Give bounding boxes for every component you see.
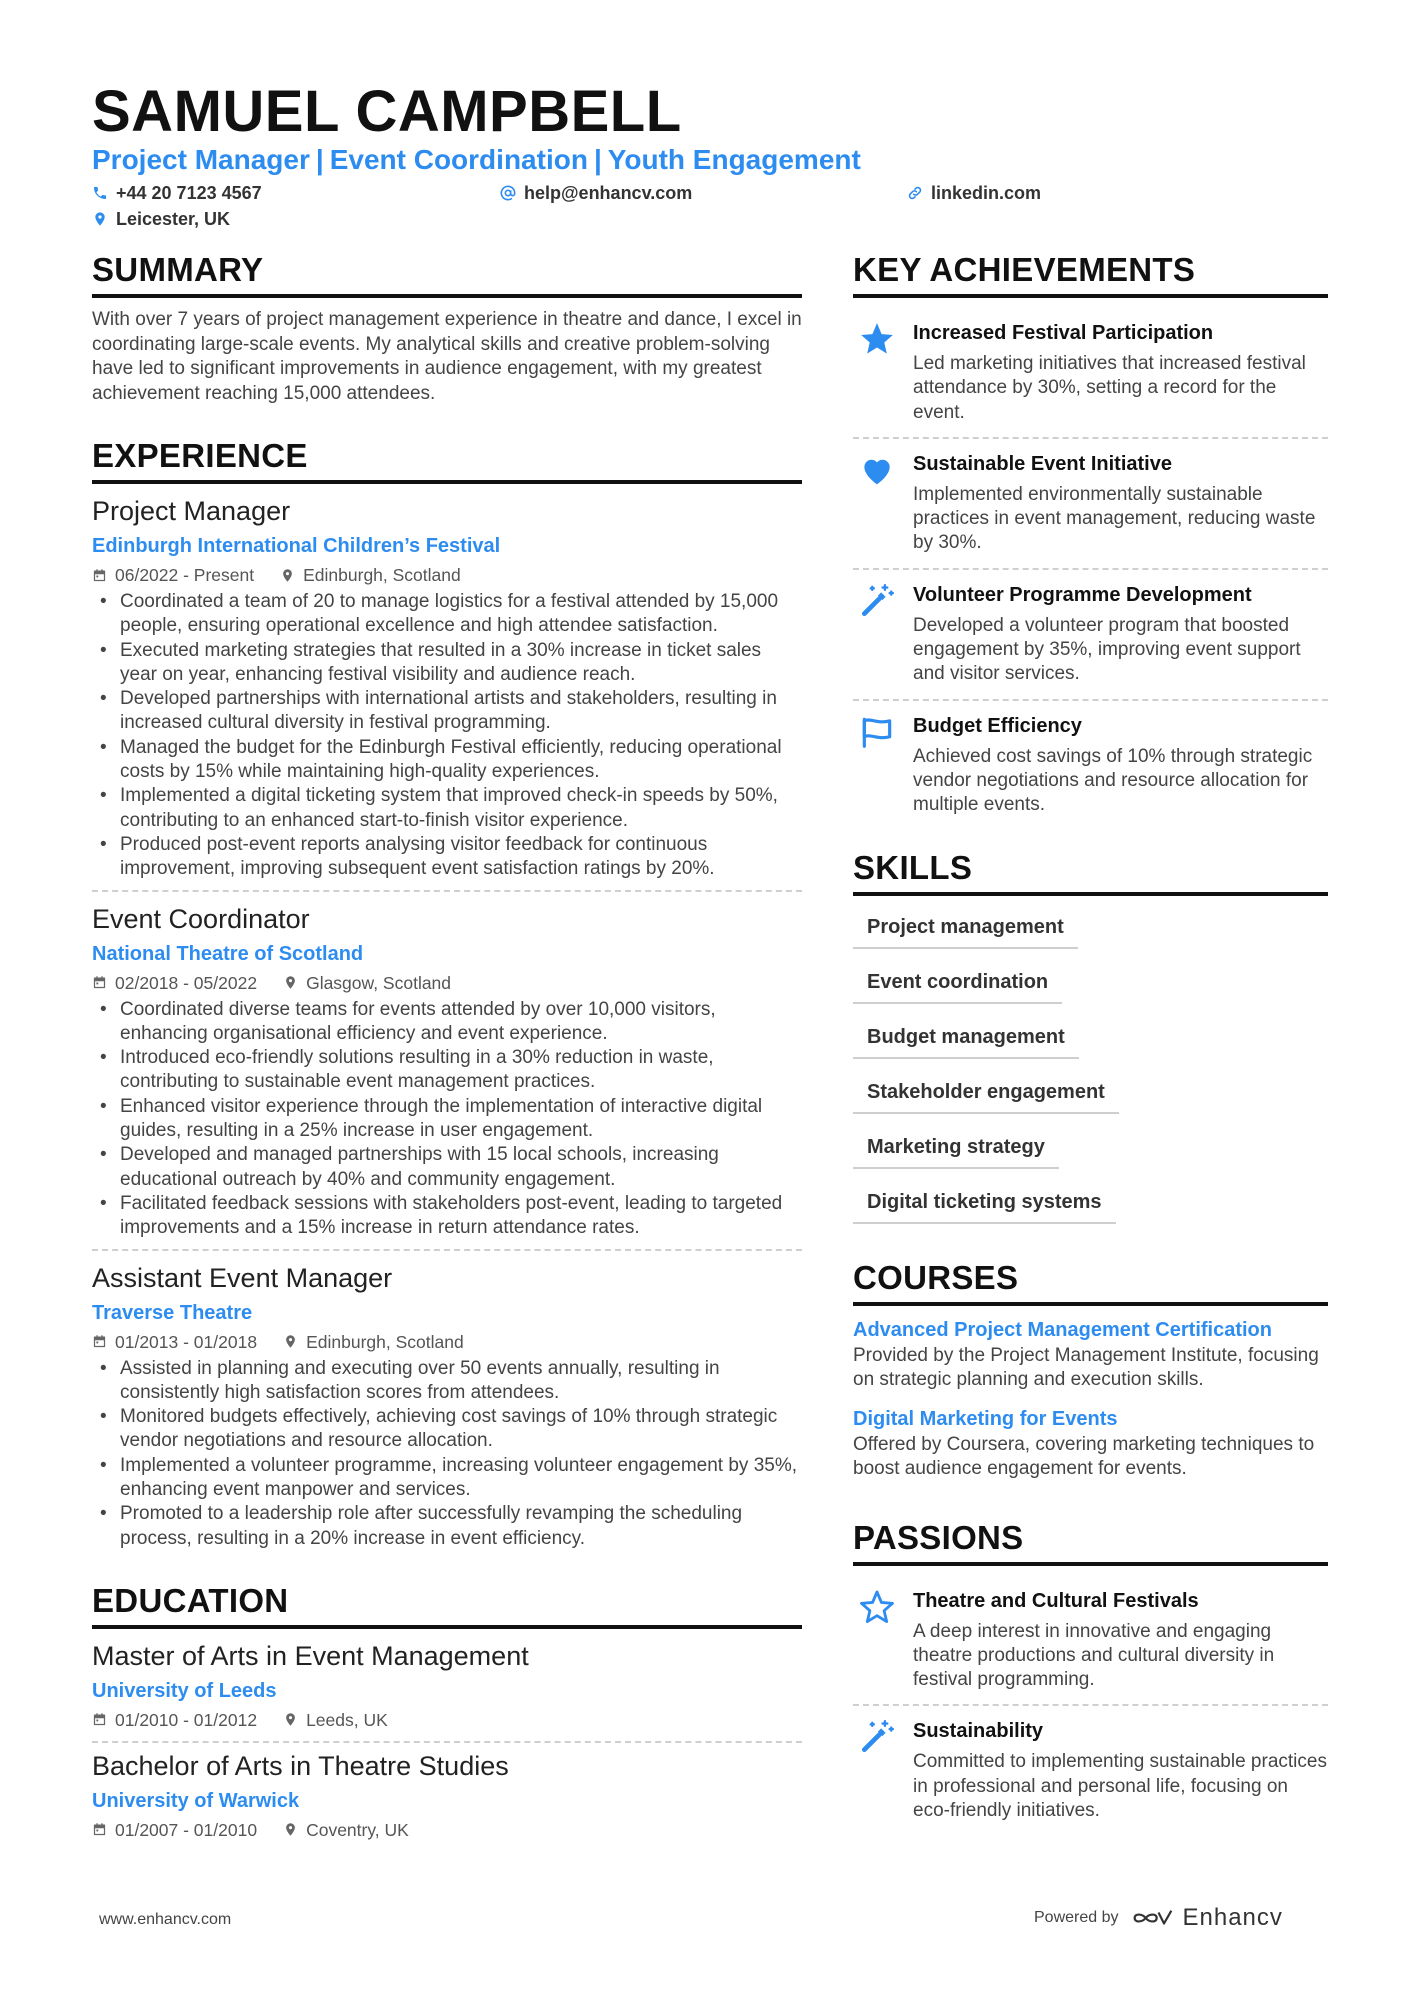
achievement-title: Budget Efficiency	[913, 714, 1082, 737]
experience-heading: EXPERIENCE	[92, 436, 802, 484]
skills-section	[853, 848, 1328, 1236]
course-title: Digital Marketing for Events	[853, 1407, 1118, 1430]
passions-section	[853, 1518, 1328, 1836]
location-pin-icon	[283, 1822, 298, 1837]
job-location: Edinburgh, Scotland	[303, 565, 461, 585]
job-meta	[92, 1329, 802, 1355]
headline-title-3: Youth Engagement	[607, 144, 861, 175]
achievements-heading: KEY ACHIEVEMENTS	[853, 250, 1328, 298]
calendar-icon	[92, 1712, 107, 1727]
skills-heading: SKILLS	[853, 848, 1328, 896]
summary-heading: SUMMARY	[92, 250, 802, 298]
bullet-item: • Monitored budgets effectively, achieving cost savings of 10% through strategic vendor negotiations and resource allocation.	[120, 1405, 802, 1454]
magic-wand-icon	[858, 582, 896, 620]
phone-text: +44 20 7123 4567	[116, 183, 262, 203]
bullet-item: • Implemented a digital ticketing system that improved check-in speeds by 50%, contributing to an enhanced start-to-finish visitor experience.	[120, 784, 802, 833]
education-dates: 01/2010 - 01/2012	[115, 1709, 258, 1730]
job-entry	[92, 1249, 802, 1559]
bullet-item: • Assisted in planning and executing over 50 events annually, resulting in consistently high satisfaction scores from attendees.	[120, 1357, 802, 1406]
contact-linkedin[interactable]	[907, 181, 1041, 205]
education-meta	[92, 1707, 802, 1733]
summary-section	[92, 250, 802, 406]
education-entry	[92, 1741, 802, 1851]
contact-phone[interactable]	[92, 181, 262, 205]
skill-tag: Project management	[853, 912, 1078, 949]
job-dates: 06/2022 - Present	[115, 565, 255, 585]
company-name: National Theatre of Scotland	[92, 942, 364, 965]
bullet-item: • Promoted to a leadership role after successfully revamping the scheduling process, resulting in a 20% increase in event efficiency.	[120, 1502, 802, 1551]
job-meta	[92, 970, 802, 996]
company-name: Edinburgh International Children’s Festival	[92, 535, 501, 557]
skill-tag: Event coordination	[853, 967, 1062, 1004]
bullet-item: • Introduced eco-friendly solutions resulting in a 30% reduction in waste, contributing to sustainable event management practices.	[120, 1046, 802, 1095]
education-section	[92, 1581, 802, 1851]
heart-icon	[858, 451, 896, 489]
course-desc: Provided by the Project Management Institute, focusing on strategic planning and execution skills.	[853, 1344, 1319, 1391]
calendar-icon	[92, 975, 107, 990]
bullet-item: • Developed and managed partnerships with 15 local schools, increasing educational outreach by 40% and community engagement.	[120, 1143, 802, 1192]
job-entry	[92, 494, 802, 890]
star-outline-icon	[858, 1588, 896, 1626]
job-location: Glasgow, Scotland	[306, 972, 452, 993]
skill-tag: Marketing strategy	[853, 1132, 1059, 1169]
achievement-title: Sustainable Event Initiative	[913, 452, 1172, 475]
achievement-item	[853, 308, 1328, 437]
star-filled-icon	[858, 320, 896, 358]
job-bullets	[92, 998, 802, 1241]
location-pin-icon	[283, 1712, 298, 1727]
achievement-title: Increased Festival Participation	[913, 322, 1214, 344]
course-item	[853, 1316, 1328, 1393]
bullet-item: • Enhanced visitor experience through the implementation of interactive digital guides, resulting in a 25% increase in user engagement.	[120, 1095, 802, 1144]
skill-tag: Digital ticketing systems	[853, 1187, 1116, 1224]
bullet-item: • Coordinated a team of 20 to manage logistics for a festival attended by 15,000 people, ensuring operational excellence and high attendee satisfaction.	[120, 590, 802, 639]
job-entry	[92, 890, 802, 1249]
headline: Project Manager | Event Coordination | Youth Engagement	[92, 144, 861, 175]
enhancv-logo-icon	[1131, 1907, 1175, 1929]
company-name: Traverse Theatre	[92, 1301, 253, 1324]
course-item	[853, 1405, 1328, 1482]
passions-heading: PASSIONS	[853, 1518, 1328, 1566]
bullet-item: • Executed marketing strategies that resulted in a 30% increase in ticket sales year on year, enhancing festival visibility and audience reach.	[120, 639, 802, 688]
headline-title-1: Project Manager	[92, 144, 310, 175]
education-heading: EDUCATION	[92, 1581, 802, 1629]
education-entry	[92, 1639, 802, 1741]
magic-wand-icon	[858, 1718, 896, 1756]
bullet-item: • Produced post-event reports analysing visitor feedback for continuous improvement, improving subsequent event satisfaction ratings by 20%.	[120, 833, 802, 882]
achievement-desc: Led marketing initiatives that increased festival attendance by 30%, setting a record for the event.	[913, 353, 1306, 423]
brand-name: Enhancv	[1182, 1904, 1283, 1931]
job-title: Event Coordinator	[92, 903, 310, 934]
courses-section	[853, 1258, 1328, 1482]
education-dates: 01/2007 - 01/2010	[115, 1819, 258, 1840]
job-title: Project Manager	[92, 496, 291, 526]
course-title: Advanced Project Management Certification	[853, 1318, 1272, 1341]
achievement-item	[853, 568, 1328, 699]
location-pin-icon	[283, 1334, 298, 1349]
achievement-item	[853, 699, 1328, 830]
linkedin-text: linkedin.com	[931, 183, 1042, 203]
achievement-desc: Achieved cost savings of 10% through strategic vendor negotiations and resource allocation for multiple events.	[913, 745, 1313, 816]
achievements-section	[853, 250, 1328, 830]
passion-desc: A deep interest in innovative and engaging theatre productions and cultural diversity in festival programming.	[913, 1620, 1275, 1691]
education-location: Coventry, UK	[306, 1819, 409, 1840]
passion-title: Theatre and Cultural Festivals	[913, 1589, 1199, 1612]
location-pin-icon	[280, 568, 295, 583]
passion-title: Sustainability	[913, 1720, 1044, 1743]
phone-icon	[92, 185, 108, 201]
passion-item	[853, 1576, 1328, 1705]
job-dates: 02/2018 - 05/2022	[115, 972, 258, 993]
job-bullets	[92, 1357, 802, 1551]
brand-logo[interactable]	[1131, 1904, 1283, 1932]
job-bullets	[92, 590, 802, 882]
course-desc: Offered by Coursera, covering marketing techniques to boost audience engagement for events.	[853, 1433, 1315, 1480]
footer-powered	[1034, 1904, 1283, 1932]
headline-title-2: Event Coordination	[329, 144, 588, 175]
location-pin-icon	[92, 211, 108, 227]
job-location: Edinburgh, Scotland	[306, 1331, 464, 1352]
education-meta	[92, 1817, 802, 1843]
achievement-title: Volunteer Programme Development	[913, 583, 1252, 606]
education-location: Leeds, UK	[306, 1709, 388, 1730]
powered-by-text: Powered by	[1034, 1909, 1119, 1926]
calendar-icon	[92, 1822, 107, 1837]
calendar-icon	[92, 1334, 107, 1349]
degree-title: Bachelor of Arts in Theatre Studies	[92, 1750, 509, 1781]
at-icon	[500, 185, 516, 201]
link-icon	[907, 185, 923, 201]
job-title: Assistant Event Manager	[92, 1262, 393, 1293]
achievement-item	[853, 437, 1328, 568]
footer-website[interactable]: www.enhancv.com	[99, 1911, 232, 1928]
passion-item	[853, 1704, 1328, 1835]
location-text: Leicester, UK	[116, 209, 231, 229]
achievement-desc: Developed a volunteer program that boosted engagement by 35%, improving event support and visitor services.	[913, 614, 1301, 685]
experience-section	[92, 436, 802, 1559]
achievement-desc: Implemented environmentally sustainable practices in event management, reducing waste by 30%.	[913, 483, 1316, 554]
job-meta	[92, 562, 802, 588]
location-pin-icon	[283, 975, 298, 990]
passion-desc: Committed to implementing sustainable practices in professional and personal life, focusing on eco-friendly initiatives.	[913, 1751, 1327, 1822]
email-text: help@enhancv.com	[524, 183, 693, 203]
right-column	[853, 250, 1328, 1835]
bullet-item: • Facilitated feedback sessions with stakeholders post-event, leading to targeted improvements and a 15% increase in return attendance rates.	[120, 1192, 802, 1241]
school-name: University of Leeds	[92, 1679, 277, 1702]
skill-tag: Budget management	[853, 1022, 1079, 1059]
left-column	[92, 250, 802, 1851]
contact-location	[92, 207, 230, 231]
degree-title: Master of Arts in Event Management	[92, 1640, 529, 1671]
bullet-item: • Managed the budget for the Edinburgh Festival efficiently, reducing operational costs by 15% while maintaining high-quality experiences.	[120, 736, 802, 785]
school-name: University of Warwick	[92, 1789, 300, 1812]
calendar-icon	[92, 568, 107, 583]
contact-email[interactable]	[500, 181, 692, 205]
summary-text: With over 7 years of project management experience in theatre and dance, I excel in coordinating large-scale events. My analytical skills and creative problem-solving have led to significant improvements in audience engagement, with my greatest achievement reaching 15,000 attendees.	[92, 309, 802, 404]
bullet-item: • Coordinated diverse teams for events attended by over 10,000 visitors, enhancing organisational efficiency and event experience.	[120, 998, 802, 1047]
courses-heading: COURSES	[853, 1258, 1328, 1306]
candidate-name: SAMUEL CAMPBELL	[92, 79, 682, 144]
bullet-item: • Implemented a volunteer programme, increasing volunteer engagement by 35%, enhancing event manpower and services.	[120, 1454, 802, 1503]
job-dates: 01/2013 - 01/2018	[115, 1331, 258, 1352]
skill-tag: Stakeholder engagement	[853, 1077, 1119, 1114]
flag-icon	[858, 713, 896, 751]
bullet-item: • Developed partnerships with international artists and stakeholders, resulting in increased cultural diversity in festival programming.	[120, 687, 802, 736]
